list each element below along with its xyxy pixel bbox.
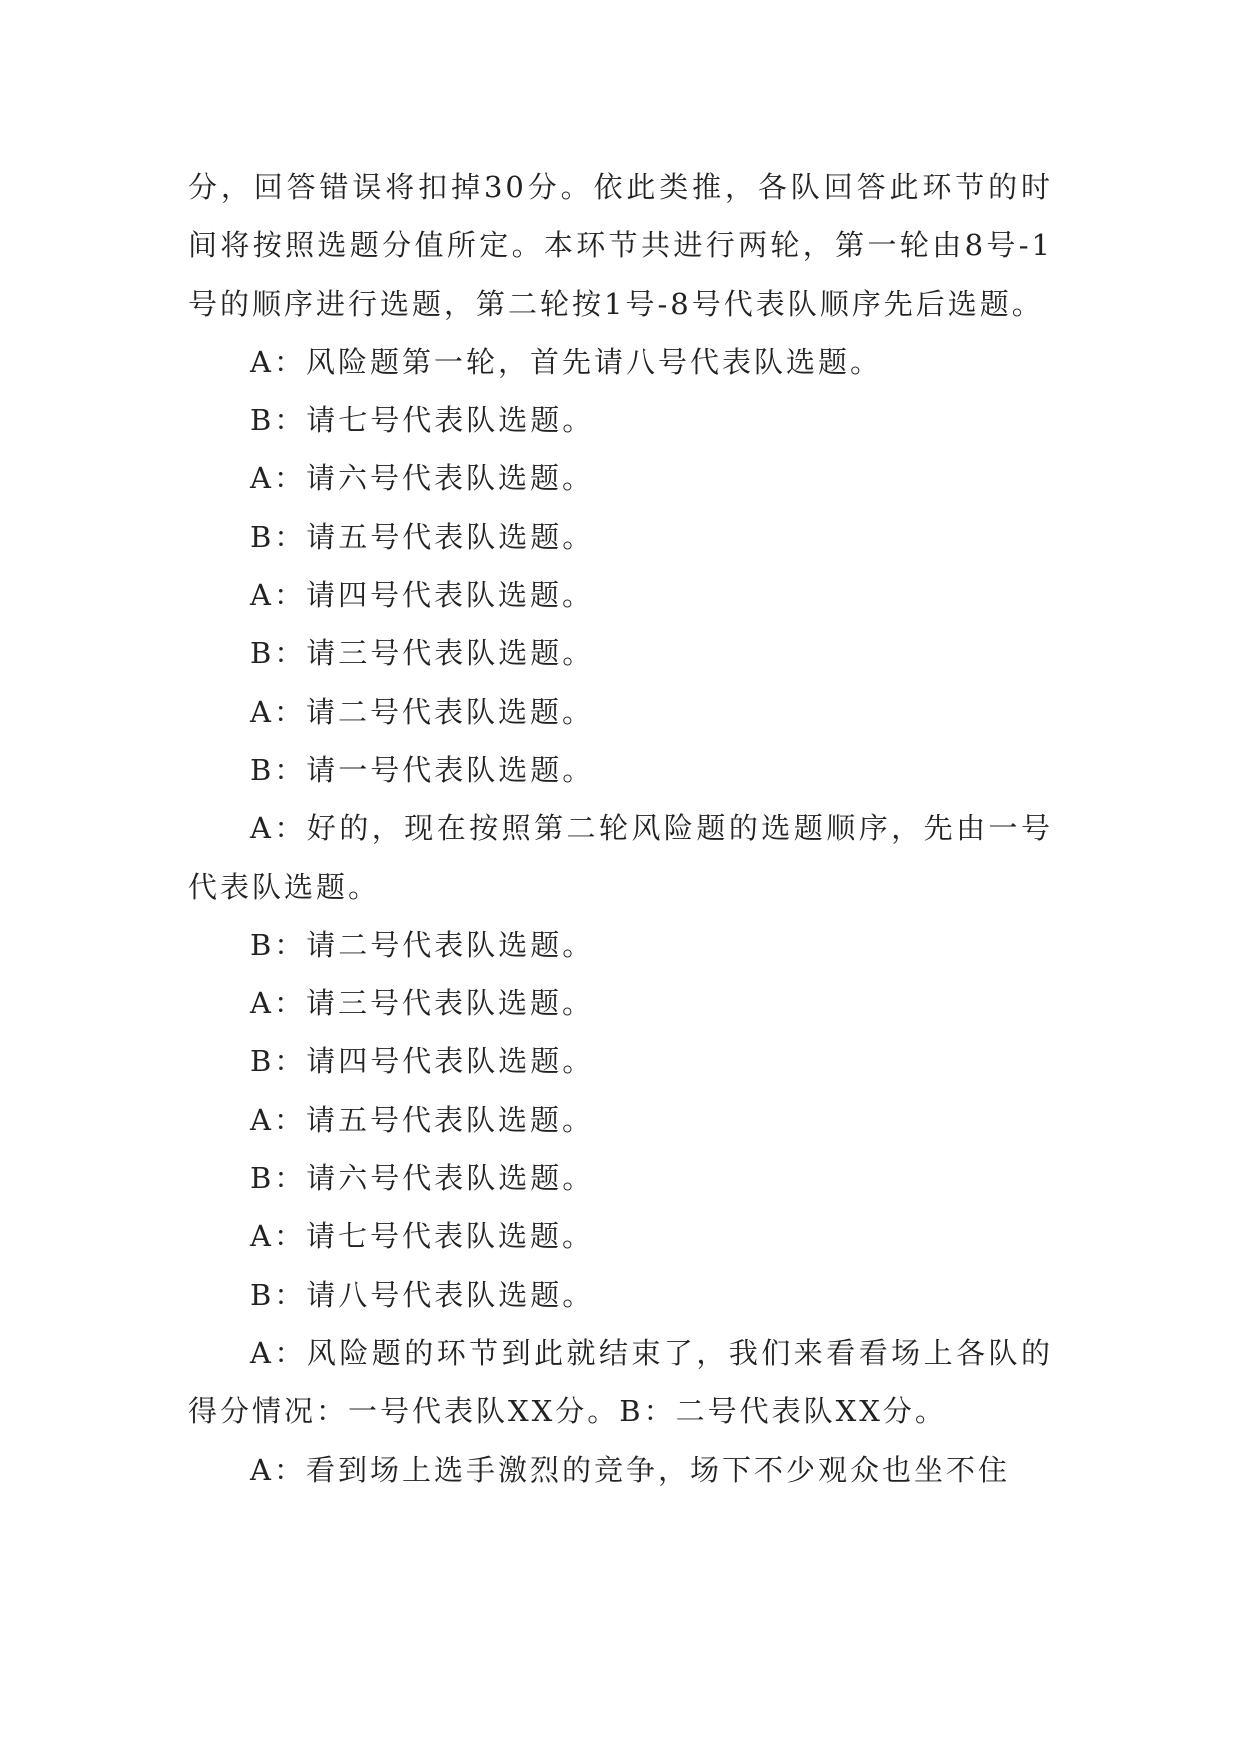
dialogue-line: A：请二号代表队选题。: [250, 694, 594, 729]
dialogue-line: B：请二号代表队选题。: [250, 927, 595, 962]
dialogue-line: B：请六号代表队选题。: [250, 1161, 595, 1196]
dialogue-line: A：好的，现在按照第二轮风险题的选题顺序，先由一号代表队选题。: [188, 811, 1053, 904]
dialogue-line: A：请六号代表队选题。: [250, 461, 594, 496]
dialogue-line: B：请三号代表队选题。: [250, 636, 595, 671]
dialogue-line: B：请八号代表队选题。: [250, 1277, 595, 1312]
dialogue-line: B：请四号代表队选题。: [250, 1044, 595, 1079]
dialogue-line: A：请三号代表队选题。: [250, 986, 594, 1021]
dialogue-line: A：风险题的环节到此就结束了，我们来看看场上各队的得分情况：一号代表队XX分。B：二号代表队XX分。: [188, 1335, 1053, 1429]
document-body: [188, 158, 1053, 1499]
paragraph-continuation: 分，回答错误将扣掉30分。依此类推，各队回答此环节的时间将按照选题分值所定。本环节共进行两轮，第一轮由8号-1号的顺序进行选题，第二轮按1号-8号代表队顺序先后选题。: [188, 170, 1053, 321]
dialogue-line: A：请七号代表队选题。: [250, 1219, 594, 1254]
dialogue-line: B：请七号代表队选题。: [250, 403, 595, 438]
dialogue-line: A：请四号代表队选题。: [250, 578, 594, 613]
dialogue-line: A：看到场上选手激烈的竞争，场下不少观众也坐不住: [250, 1452, 1010, 1487]
dialogue-line: B：请五号代表队选题。: [250, 519, 595, 554]
dialogue-line: B：请一号代表队选题。: [250, 752, 595, 787]
dialogue-line: A：风险题第一轮，首先请八号代表队选题。: [250, 344, 882, 379]
dialogue-line: A：请五号代表队选题。: [250, 1102, 594, 1137]
